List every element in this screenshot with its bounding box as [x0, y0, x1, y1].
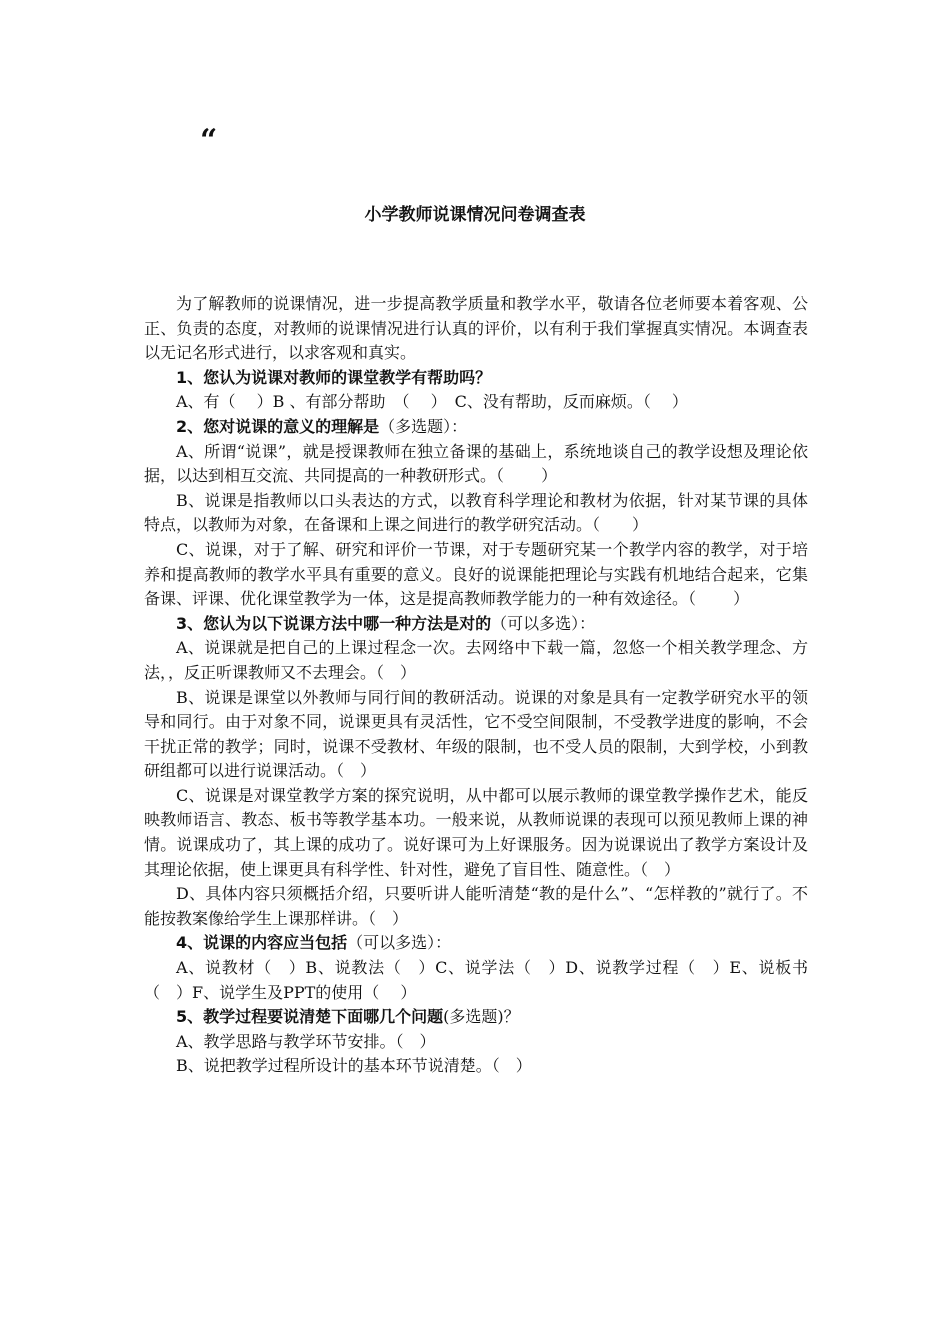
quote-mark: “	[200, 123, 218, 158]
question-3-note: （可以多选）：	[491, 613, 596, 633]
question-5-option-b: B、说把教学过程所设计的基本环节说清楚。（ ）	[176, 1056, 532, 1076]
question-4	[144, 931, 808, 956]
question-1	[144, 366, 808, 391]
question-2-option-a: A、所谓“说课”，就是授课教师在独立备课的基础上，系统地谈自己的教学设想及理论依据，以达到相互交流、共同提高的一种教研形式。（ ）	[144, 441, 808, 486]
intro-paragraph: 为了解教师的说课情况，进一步提高教学质量和教学水平，敬请各位老师要本着客观、公正、负责的态度，对教师的说课情况进行认真的评价，以有利于我们掌握真实情况。本调查表以无记名形式进行，以求客观和真实。	[144, 294, 808, 363]
question-3-option-c: C、说课是对课堂教学方案的探究说明，从中都可以展示教师的课堂教学操作艺术，能反映教师语言、教态、板书等教学基本功。一般来说，从教师说课的表现可以预见教师上课的神情。说课成功了，其上课的成功了。说好课可为上好课服务。因为说课说出了教学方案设计及其理论依据，使上课更具有科学性、针对性，避免了盲目性、随意性。（ ）	[144, 785, 808, 879]
page-title: 小学教师说课情况问卷调查表	[364, 205, 586, 225]
question-4-text: 4、说课的内容应当包括	[176, 933, 348, 953]
question-2	[144, 415, 808, 440]
question-5-option-a: A、教学思路与教学环节安排。（ ）	[176, 1031, 436, 1051]
survey-body	[144, 292, 808, 1079]
question-1-options: A、有（ ）B 、有部分帮助 （ ） C、没有帮助，反而麻烦。（ ）	[176, 392, 688, 412]
question-4-note: （可以多选）：	[347, 933, 452, 953]
question-2-note: （多选题）：	[379, 416, 468, 436]
question-2-text: 2、您对说课的意义的理解是	[176, 416, 380, 436]
question-3-option-b: B、说课是课堂以外教师与同行间的教研活动。说课的对象是具有一定教学研究水平的领导和同行。由于对象不同，说课更具有灵活性，它不受空间限制，不受教学进度的影响，不会干扰正常的教学；同时，说课不受教材、年级的限制，也不受人员的限制，大到学校，小到教研组都可以进行说课活动。（ ）	[144, 687, 808, 781]
question-2-option-c: C、说课，对于了解、研究和评价一节课，对于专题研究某一个教学内容的教学，对于培养和提高教师的教学水平具有重要的意义。良好的说课能把理论与实践有机地结合起来，它集备课、评课、优化课堂教学为一体，这是提高教师教学能力的一种有效途径。（ ）	[144, 539, 808, 609]
question-2-option-b: B、说课是指教师以口头表达的方式，以教育科学理论和教材为依据，针对某节课的具体特点，以教师为对象，在备课和上课之间进行的教学研究活动。（ ）	[144, 490, 808, 535]
question-3-text: 3、您认为以下说课方法中哪一种方法是对的	[176, 613, 492, 633]
question-1-text: 1、您认为说课对教师的课堂教学有帮助吗？	[176, 367, 492, 387]
question-4-options: A、说教材（ ）B、说教法（ ）C、说学法（ ）D、说教学过程（ ）E、说板书（ ）F、说学生及PPT的使用（ ）	[144, 958, 808, 1002]
question-5-text: 5、教学过程要说清楚下面哪几个问题	[176, 1007, 444, 1027]
question-3	[144, 612, 808, 637]
question-5	[144, 1005, 808, 1030]
question-5-note: (多选题)？	[443, 1007, 520, 1027]
question-3-option-a: A、说课就是把自己的上课过程念一次。去网络中下载一篇，忽悠一个相关教学理念、方法，，反正听课教师又不去理会。（ ）	[144, 638, 808, 682]
question-3-option-d: D、具体内容只须概括介绍，只要听讲人能听清楚“教的是什么”、“怎样教的”就行了。不能按教案像给学生上课那样讲。（ ）	[144, 884, 808, 928]
